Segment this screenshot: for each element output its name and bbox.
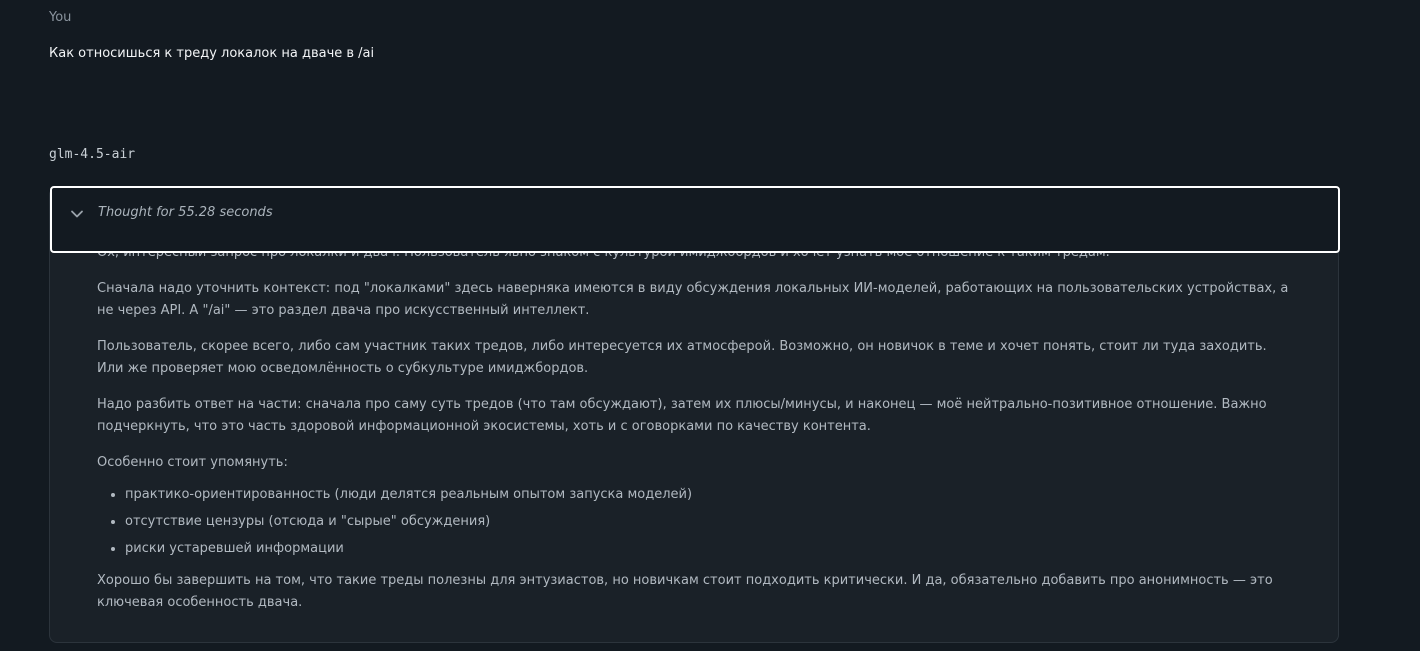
- thought-paragraph: Особенно стоит упомянуть:: [97, 455, 288, 470]
- thought-paragraph: Сначала надо уточнить контекст: под "локалками" здесь наверняка имеются в виду обсуждения локальных ИИ-моделей, работающих на пользовательских устройствах, а не через API. А "/ai" — это раздел двача про искусственный интеллект.: [97, 281, 1289, 318]
- thought-paragraph: Хорошо бы завершить на том, что такие треды полезны для энтузиастов, но новичкам стоит подходить критически. И да, обязательно добавить про анонимность — это ключевая особенность двача.: [97, 573, 1273, 610]
- thought-bullet-list: [97, 484, 1297, 560]
- user-message: Как относишься к треду локалок на дваче в /ai: [49, 46, 375, 61]
- chevron-down-icon: [70, 206, 84, 220]
- thought-toggle-button[interactable]: [50, 186, 1340, 253]
- thought-content: [97, 242, 1297, 628]
- thought-paragraph: Надо разбить ответ на части: сначала про саму суть тредов (что там обсуждают), затем их плюсы/минусы, и наконец — моё нейтрально-позитивное отношение. Важно подчеркнуть, что это часть здоровой информационной экосистемы, хоть и с оговорками по качеству контента.: [97, 397, 1267, 434]
- thought-bullet-item: • отсутствие цензуры (отсюда и "сырые" обсуждения): [125, 511, 1297, 533]
- thought-toggle-label: Thought for 55.28 seconds: [98, 205, 273, 220]
- user-role-label: You: [49, 10, 72, 25]
- model-name-label: glm-4.5-air: [49, 147, 136, 162]
- thought-bullet-item: • практико-ориентированность (люди делятся реальным опытом запуска моделей): [125, 484, 1297, 506]
- thought-panel: [49, 187, 1339, 643]
- thought-paragraph: Пользователь, скорее всего, либо сам участник таких тредов, либо интересуется их атмосферой. Возможно, он новичок в теме и хочет понять, стоит ли туда заходить. Или же проверяет мою осведомлённость о субкультуре имиджбордов.: [97, 339, 1267, 376]
- thought-bullet-item: • риски устаревшей информации: [125, 538, 1297, 560]
